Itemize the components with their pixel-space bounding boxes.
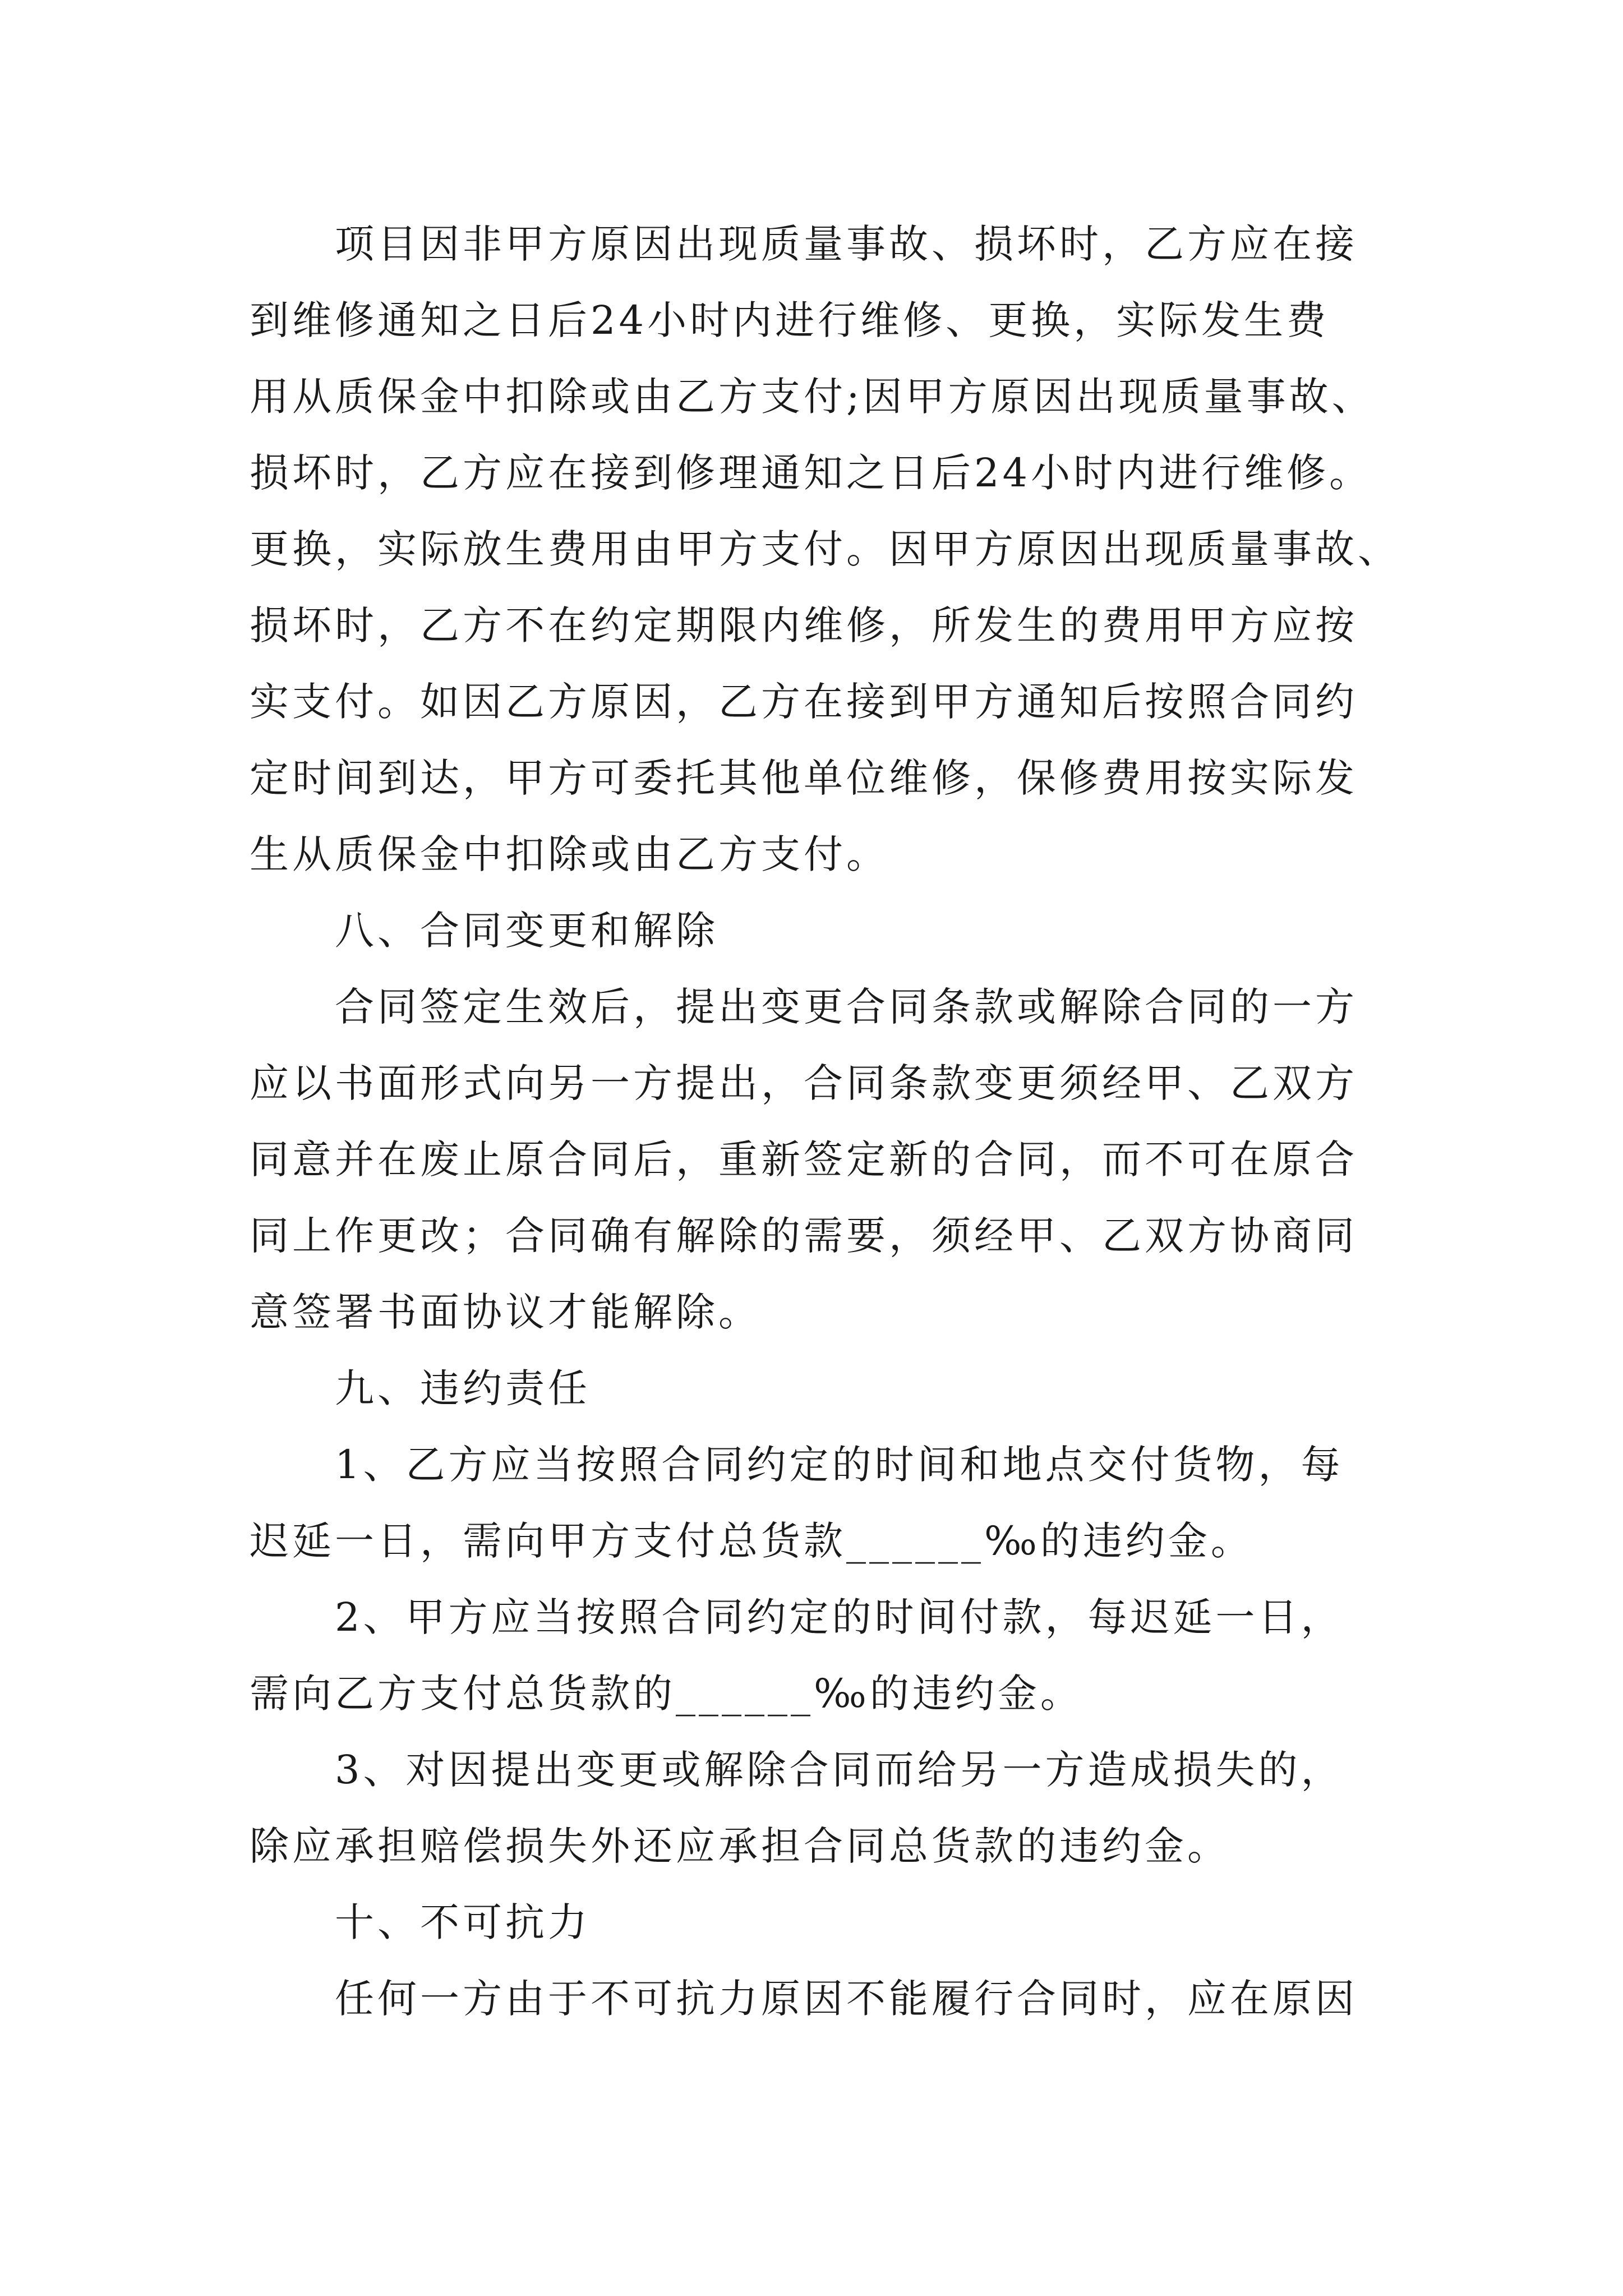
paragraph-line: 应以书面形式向另一方提出，合同条款变更须经甲、乙双方	[250, 1060, 1358, 1106]
clause-line: 迟延一日，需向甲方支付总货款______‰的违约金。	[250, 1518, 1253, 1564]
clause-line: 3、对因提出变更或解除合同而给另一方造成损失的，	[335, 1747, 1344, 1793]
clause-line: 1、乙方应当按照合同约定的时间和地点交付货物，每	[335, 1442, 1344, 1488]
paragraph-line: 合同签定生效后，提出变更合同条款或解除合同的一方	[335, 984, 1358, 1030]
paragraph-line: 同上作更改；合同确有解除的需要，须经甲、乙双方协商同	[250, 1213, 1358, 1259]
paragraph-line: 定时间到达，甲方可委托其他单位维修，保修费用按实际发	[250, 755, 1358, 801]
paragraph-line: 同意并在废止原合同后，重新签定新的合同，而不可在原合	[250, 1137, 1358, 1182]
section-heading: 八、合同变更和解除	[335, 908, 718, 954]
paragraph-line: 任何一方由于不可抗力原因不能履行合同时，应在原因	[335, 1976, 1358, 2022]
paragraph-line: 实支付。如因乙方原因，乙方在接到甲方通知后按照合同约	[250, 679, 1358, 725]
paragraph-line: 意签署书面协议才能解除。	[250, 1289, 761, 1335]
section-heading: 九、违约责任	[335, 1365, 591, 1411]
clause-line: 需向乙方支付总货款的______‰的违约金。	[250, 1671, 1083, 1717]
clause-line: 除应承担赔偿损失外还应承担合同总货款的违约金。	[250, 1823, 1230, 1869]
section-heading: 十、不可抗力	[335, 1899, 591, 1945]
paragraph-line: 损坏时，乙方应在接到修理通知之日后24小时内进行维修。	[250, 450, 1372, 496]
paragraph-line: 生从质保金中扣除或由乙方支付。	[250, 831, 889, 877]
paragraph-line: 用从质保金中扣除或由乙方支付;因甲方原因出现质量事故、	[250, 374, 1375, 420]
clause-line: 2、甲方应当按照合同约定的时间付款，每迟延一日，	[335, 1594, 1344, 1640]
paragraph-line: 更换，实际放生费用由甲方支付。因甲方原因出现质量事故、	[250, 526, 1400, 572]
paragraph-line: 损坏时，乙方不在约定期限内维修，所发生的费用甲方应按	[250, 602, 1358, 648]
paragraph-line: 项目因非甲方原因出现质量事故、损坏时，乙方应在接	[335, 221, 1358, 267]
document-body	[250, 206, 1405, 2037]
paragraph-line: 到维修通知之日后24小时内进行维修、更换，实际发生费	[250, 297, 1330, 343]
